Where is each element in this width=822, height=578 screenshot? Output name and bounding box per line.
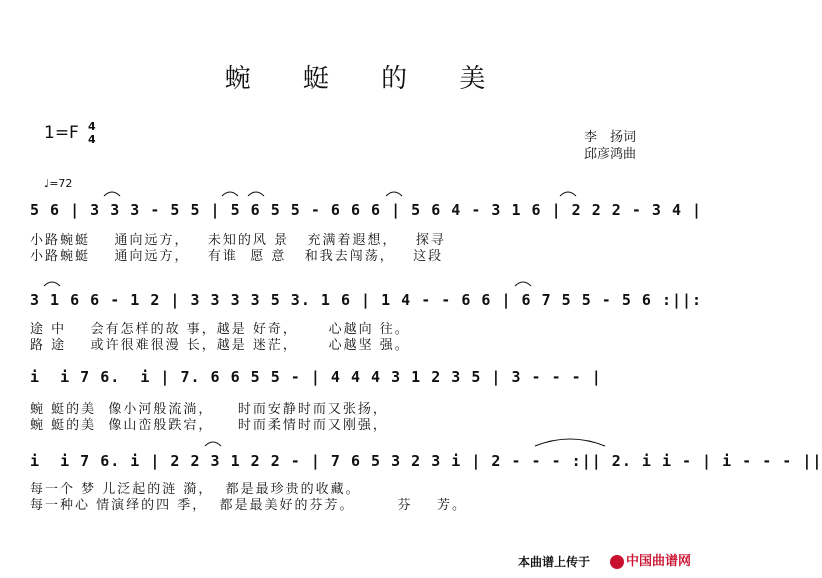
brand-logo[interactable] bbox=[610, 550, 691, 569]
slur-arc bbox=[560, 192, 576, 196]
slur-arc bbox=[104, 192, 120, 196]
lyricist-credit: 李 扬词 bbox=[584, 130, 637, 145]
tempo-marking: ♩=72 bbox=[44, 177, 73, 190]
upload-footer: 本曲谱上传于 bbox=[518, 555, 591, 569]
time-top: 4 bbox=[88, 120, 96, 133]
staff-line-4: i i 7 6. i | 2 2 3 1 2 2 - | 7 6 5 3 2 3 i | 2 - - - :|| 2. i i - | i - - - || bbox=[30, 452, 822, 470]
staff-line-1: 5 6 | 3 3 3 - 5 5 | 5 6 5 5 - 6 6 6 | 5 6 4 - 3 1 6 | 2 2 2 - 3 4 | bbox=[30, 201, 703, 219]
song-title: 蜿 蜓 的 美 bbox=[224, 64, 508, 94]
brand-mark-icon bbox=[610, 555, 624, 569]
staff-line-3: i i 7 6. i | 7. 6 6 5 5 - | 4 4 4 3 1 2 3 5 | 3 - - - | bbox=[30, 368, 602, 386]
lyric-line-3b: 蜿 蜓的美 像山峦般跌宕， 时而柔情时而又刚强， bbox=[30, 418, 388, 433]
lyric-line-2a: 途 中 会有怎样的故 事，越是 好奇， 心越向 往。 bbox=[30, 322, 410, 337]
slur-arc bbox=[386, 192, 402, 196]
lyric-line-4a: 每一个 梦 儿泛起的涟 漪， 都是最珍贵的收藏。 bbox=[30, 482, 361, 497]
lyric-line-1a: 小路蜿蜓 通向远方， 未知的风 景 充满着遐想， 探寻 bbox=[30, 233, 446, 248]
time-bottom: 4 bbox=[88, 133, 96, 146]
composer-credit: 邱彦鸿曲 bbox=[584, 147, 637, 162]
key-signature: 1=F bbox=[44, 123, 79, 143]
lyric-line-3a: 蜿 蜓的美 像小河般流淌， 时而安静时而又张扬， bbox=[30, 402, 388, 417]
slur-arc bbox=[222, 192, 238, 196]
brand-name: 中国曲谱网 bbox=[626, 554, 692, 569]
slur-arc bbox=[515, 282, 531, 286]
staff-line-2: 3 1 6 6 - 1 2 | 3 3 3 3 5 3. 1 6 | 1 4 - - 6 6 | 6 7 5 5 - 5 6 :||: bbox=[30, 291, 703, 309]
slur-arc bbox=[535, 439, 605, 446]
slur-arc bbox=[44, 282, 60, 286]
lyric-line-4b: 每一种心 情演绎的四 季， 都是最美好的芬芳。 芬 芳。 bbox=[30, 498, 467, 513]
lyric-line-2b: 路 途 或许很难很漫 长，越是 迷茫， 心越坚 强。 bbox=[30, 338, 410, 353]
slur-arc bbox=[205, 442, 221, 446]
lyric-line-1b: 小路蜿蜓 通向远方， 有谁 愿 意 和我去闯荡， 这段 bbox=[30, 249, 444, 264]
slur-arc bbox=[248, 192, 264, 196]
